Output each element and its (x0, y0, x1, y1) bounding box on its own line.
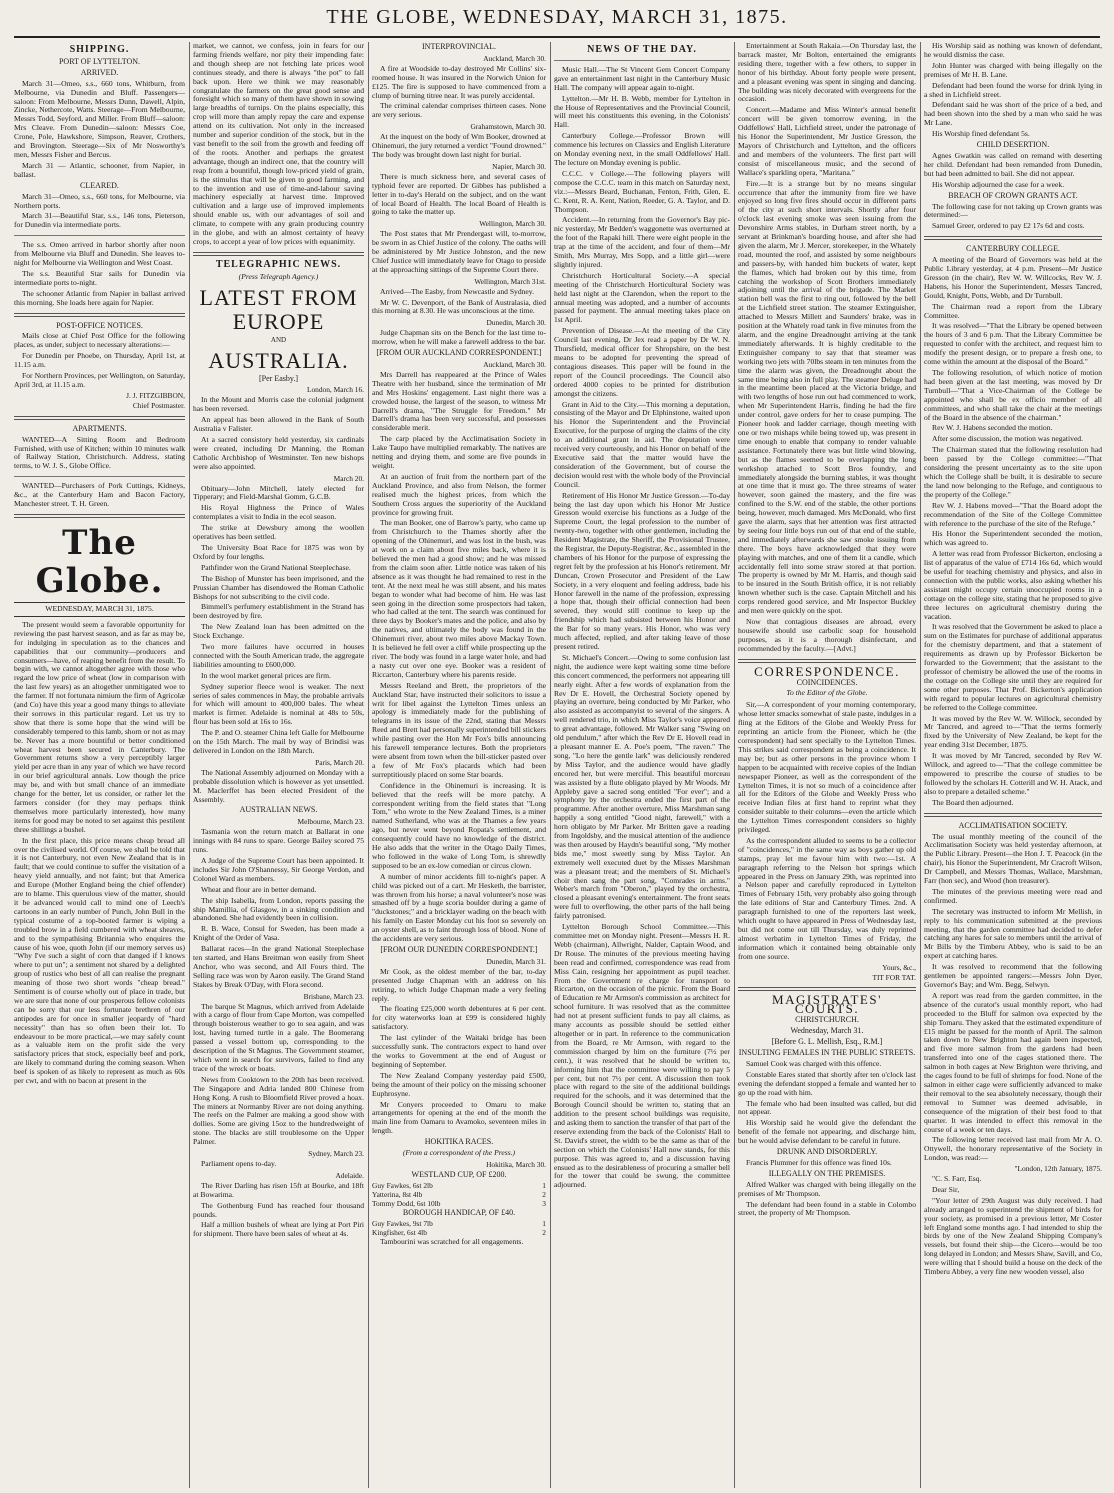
column-4 (554, 42, 730, 1488)
news-text: The ship Isabella, from London, reports passing the ship Mamillia, of Glasgow, in a sinking condition and abandoned. She had evidently been in collision. (193, 895, 364, 923)
news-text: Confidence in the Ohinemuri is increasing. It is believed that the reefs will be more patchy. A correspondent writing from the field states that "Long Tom," who wrote to the New Zealand Times, is a miner named Sutherland, who was at the Thames a few years ago, but never went beyond Ropata's settlement, and consequently could have no knowledge of the district. He also adds that the writer in the Otago Daily Times, who followed in the wake of Long Tom, is shrewdly supposed to be an ex-low comedian or circus clown. (372, 780, 546, 870)
report-text: The Chairman stated that the following resolution had been passed by the College committee:—"That considering the present uncertainty as to the site upon which the College shall be built, it is desirable to secure the land now belonging to the Refuge, and contiguous to the property of the College." (924, 445, 1102, 499)
horse-name: Guy Fawkes, 9st 7lb (372, 1219, 433, 1229)
news-text: The New Zealand Company yesterday paid £500, being the amount of their policy on the missing schooner Euphrosyne. (372, 1070, 546, 1098)
divider (924, 813, 1102, 817)
race-title: BOROUGH HANDICAP, OF £40. (402, 1208, 516, 1218)
report-text: A letter was read from Professor Bickerton, enclosing a list of apparatus of the value of £714 16s 6d, which would be useful for teaching chemistry and physics, and also in connection with the public works, also asking whether his assistant might occupy certain unoccupied rooms in a cottage on the college site, stating that he proposed to give three lectures on agricultural chemistry during the vacation. (924, 549, 1102, 621)
news-item: Canterbury College.—Professor Brown will commence his lectures on Classics and English Literature on Monday evening next, in the small Oddfellows' Hall. The lecture on Monday evening is public. (554, 131, 730, 167)
case-text: His Worship said he would give the defendant the benefit of the female not appearing, and discharge him, but he would advise defendant to be careful in future. (738, 1118, 916, 1146)
magistrates-before: [Before G. L. Mellish, Esq., R.M.] (771, 1037, 883, 1047)
letter-date: "London, 12th January, 1875. (1014, 1164, 1102, 1174)
shipping-heading: SHIPPING. (69, 44, 130, 55)
dateline: Sydney, March 23. (308, 1149, 364, 1159)
report-text: Rev W. J. Habens moved—"That the Board adopt the recommendation of the Site of the College Committee with reference to the purchase of the site of the Refuge." (924, 500, 1102, 528)
news-item: C.C.C. v College.—The following players will compose the C.C.C. team in this match on Saturday next, viz.:—Messrs Beard, Buchanan, Fenton, Frith, Glen, E. C. Kent, R. A. Kent, Nation, Reeder, G. A. Taylor, and D. Thompson. (554, 168, 730, 214)
news-item: Fire.—It is a strange but by no means singular occurrence that after the immunity from fire we have enjoyed so long five fires should occur in different parts of the city at such short intervals. Shortly after four o'clock last evening smoke was seen issuing from the Devonshire Arms stables, in Durham street north, by a servant at Brinkman's boarding house, and after she had given the alarm, Mr J. Mercer, storekeeper, in the Whately road, mounted the roof, and assisted by some neighbours and passers-by, with handed him buckets of water, kept the flames, which had broken out by this time, from catching the workshop of Scott Brothers immediately adjoining until the arrival of the brigade. The Market station bell was the first to ring out, followed by the bell at the Lichfield street station. The steamer Extinguisher, attached to Messrs Millett and Saunders' brake, was in position at the Whately road tank in five minutes from the alarm, and the engine Dreadnought arriving at the tank immediately afterwards. It is highly creditable to the Extinguisher company to say that that steamer was working two jets with 70lbs steam in ten minutes from the time the alarm was given, the Dreadnought about the same time being also in full play. The steamer Deluge had in the meantime been placed at the Victoria bridge, and with two lengths of hose run out had commenced to work, when Mr Superintendent Harris, finding he had the fire under control, gave orders for her to cease pumping. The Pioneer hook and ladder carriage, though meeting with one or two mishaps while being towed up, was present in time enough to enable that company to render valuable assistance. Fortunately there was but little wind blowing, but as the flames seemed to be overlapping the long workshop attached to Scott Bros foundry, and immediately alongside the burning stables, it was thought at one time that it must go. The three streams of water however, soon gained the mastery, and the fire was confined to the S.W. end of the stable, the other portions being, however, much damaged. Mrs McDonald, who first gave the alarm, says that her attention was first attracted by seeing four little boys run out of that end of the stable, and immediately afterwards she saw smoke issuing from there. The boys have acknowledged that they were playing with matches, and one of them lit a candle, which accidentally fell into some straw stored at that portion. The property is owned by Mr M. Harris, and though said to be insured in the South British office, it is not reliably known whether such is the case. Captain Mitchell and his corps rendered good service, and Mr Inspector Buckley and men were quickly on the spot. (738, 178, 916, 616)
news-text: Ballarat races—In the grand National Steeplechase ten started, and Hans Breitman won easily from Sheet Anchor, who was second, and All Fours third. The Selling race was won by Aaron easily. The Grand Stand Stakes by Break O'Day, with Flora second. (193, 944, 364, 989)
news-text: Mr Cook, as the oldest member of the bar, to-day presented Judge Chapman with an address on his retiring, to which Judge Chapman made a very feeling reply. (372, 966, 546, 1003)
report-text: A meeting of the Board of Governors was held at the Public Library yesterday, at 4 p.m. Present—Mr Justice Gresson (in the chair), Rev W. W. Willcocks, Rev W. J. Habens, his Honor the Superintendent, Messrs Tancred, Gould, Knight, Potts, Webb, and Dr Turnbull. (924, 255, 1102, 300)
cleared-text: March 31—Beautiful Star, s.s., 146 tons, Pieterson, for Dunedin via intermediate ports. (14, 211, 185, 230)
case-text: Agnes Gwatkin was called on remand with deserting her child. Defendant had been remanded from Dunedin, but had been admitted to bail. She did not appear. (924, 150, 1102, 178)
dateline: Paris, March 20. (315, 757, 364, 767)
shipping-note: The schooner Atlantic from Napier in ballast arrived this morning. She loads here again for Napier. (14, 288, 185, 307)
news-text: A number of minor accidents fill to-night's paper. A child was picked out of a cart. Mr Hesketh, the barrister, was thrown from his horse; a naval volunteer's nose was smashed off by a huge scoria boulder during a game of "duckstones;" and a bricklayer wading on the beach with his family on Easter Monday cut his foot so severely on an oyster shell, as to faint through loss of blood. None of the accidents are very serious. (372, 871, 546, 944)
case-text: His Worship said as nothing was known of defendant, he would dismiss the case. (924, 42, 1102, 59)
news-text: The River Darling has risen 15ft at Bourke, and 18ft at Bowarima. (193, 1180, 364, 1199)
column-6 (924, 42, 1102, 1488)
news-text: In the wool market general prices are firm. (201, 670, 331, 680)
correspondence-addressee: To the Editor of the Globe. (786, 688, 868, 698)
report-text: The usual monthly meeting of the council of the Acclimatisation Society was held yesterday afternoon, at the Public Library. Present—the Hon J. T. Peacock (in the chair), his Honor the Superintendent, Mr Cracroft Wilson, Dr Campbell, and Messrs Thomas, Wallace, Marshman, Farr (hon sec), and Wood (hon treasurer). (924, 831, 1102, 886)
divider (738, 659, 916, 663)
column-5 (738, 42, 916, 1488)
news-text: The criminal calendar comprises thirteen cases. None are very serious. (372, 101, 546, 120)
column-rule (368, 42, 369, 1488)
news-text: Mrs Darrell has reappeared at the Prince of Wales Theatre with her husband, since the termination of Mr and Mrs Hoskins' engagement. Last night there was a crowded house, the largest of the season, to witness Mr Darrell's drama, "The Struggle for Freedom." Mr Darrell's drama has been very successful, and possesses considerable merit. (372, 369, 546, 433)
divider (14, 416, 185, 420)
signature-title: Chief Postmaster. (132, 400, 185, 410)
horse-place: 2 (542, 1228, 546, 1238)
report-text: The Chairman read a report from the Library Committee. (924, 301, 1102, 320)
horse-place: 3 (542, 1198, 546, 1208)
signature: J. J. FITZGIBBON, (126, 390, 185, 400)
news-text: Mr Conyers proceeded to Omaru to make arrangements for opening at the end of the month the main line from Oamaru to Avamoko, seventeen miles in length. (372, 1099, 546, 1136)
news-text: Bimmell's perfumery establishment in the Strand has been destroyed by fire. (193, 602, 364, 621)
correspondent-label: [FROM OUR AUCKLAND CORRESPONDENT.] (376, 348, 542, 358)
news-item: St. Michael's Concert.—Owing to some confusion last night, the audience were kept waiting some time before this concert commenced, the performers not appearing till nearly eight. After a few words of explanation from the Rev Dr E. Hovell, the Orchestral Society opened by playing an overture, being conducted by Mr Parker, who also assisted as accompanyist to several of the singers. A well rendered trio, in which Miss Taylor's voice appeared to great advantage, followed. Mr Walker sang "Swing on old pendulum," after which the Rev Dr E. Hovell read in a pleasant manner E. A. Poe's poem, "The raven." The song, "Lo here the gentle lark" was deliciously rendered by Miss Taylor, and the audience would have gladly encored her, but were merciful. This beautiful morceau was assisted by a flute obligato played by Mr Woods. Mr Appleby gave a sacred song entitled "For ever"; and a symphony by the orchestra ended the first part of the programme. After another overture, Miss Marshman sang happily a song entitled "Good night, farewell," with a horn obligato by Mr Parker. Mr Britten gave a reading from Ingoldsby, and the musical attention of the audience was then aroused by Haydn's beautiful song, "My mother bids me," most sweetly sung by Miss Taylor. An extremely well executed duet by the Misses Marshman was a pleasant treat; and the members of St. Michael's choir then sang the part song, "Comrades in arms." Weber's march from "Oberon," played by the orchestra, closed a pleasant evening's entertainment. The front seats were full to overflowing, the other parts of the hall being fairly patronised. (554, 652, 730, 921)
news-text: At the inquest on the body of Wm Booker, drowned at Ohinemuri, the jury returned a verdict "Found drowned." The body was brought down last night for burial. (372, 132, 546, 159)
dateline: Auckland, March 30. (483, 53, 546, 63)
news-text: Parliament opens to-day. (201, 1158, 277, 1168)
horse-name: Guy Fawkes, 6st 2lb (372, 1180, 433, 1190)
arrived-text: March 31 — Atlantic, schooner, from Napier, in ballast. (14, 160, 185, 179)
news-text: News from Cooktown to the 20th has been received. The Singapore and Adria landed 800 Chinese from Hong Kong. A rush to Bloomfield River proved a hoax. The miners at Normanby River are not doing anything. The reefs on the Palmer are making a good show with dollies. Some are giving 15oz to the hundredweight of stone. The blacks are still troublesome on the Upper Palmer. (193, 1074, 364, 1147)
case-text: Defendant said he was short of the price of a bed, and had been shown into the shed by a man who said he was Mr Lane. (924, 100, 1102, 128)
post-office-text: Mails close at Chief Post Office for the following places, as under, subject to necessary alterations:— (14, 331, 185, 350)
post-office-heading: POST-OFFICE NOTICES. (56, 320, 143, 330)
news-text: His Royal Highness the Prince of Wales contemplates a visit to India in the ecol season. (193, 503, 364, 522)
news-item: Entertainment at South Rakaia.—On Thursday last, the barrack master, Mr Bolton, entertained the emigrants residing there, together with a few others, to supper in honor of his birthday. About forty people were present, and a pleasant evening was spent in singing and dancing. The building was nicely decorated with evergreens for the occasion. (738, 42, 916, 104)
news-text: There is much sickness here, and several cases of typhoid fever are reported. Dr Gibbes has published a letter in to-day's Herald on the subject, and on the want of local Board of Health. The local Board of Health is going to take the matter up. (372, 171, 546, 217)
acclimatisation-heading: ACCLIMATISATION SOCIETY. (958, 820, 1068, 830)
divider (14, 313, 185, 317)
news-item: Grant in Aid to the City.—This morning a deputation, consisting of the Mayor and Dr Elphinstone, waited upon his Honor the Superintendent and the Provincial Executive, for the purpose of urging the claims of the city to an additional grant in aid. The deputation were received very courteously, and his Honor on behalf of the Executive said that the matter would have the consideration of the Government, but of course the decision would rest with the whole body of the Provincial Council. (554, 399, 730, 489)
news-text: Obituary—John Mitchell, lately elected for Tipperary; and Field-Marshal Gomm, G.C.B. (193, 483, 364, 502)
news-text: The last cylinder of the Waitaki bridge has been successfully sunk. The contractors expect to hand over the works to Government at the end of August or beginning of September. (372, 1033, 546, 1069)
case-text: Alfred Walker was charged with being illegally on the premises of Mr Thompson. (738, 1179, 916, 1198)
latest-and: AND (270, 335, 287, 344)
press-agency: (Press Telegraph Agency.) (238, 271, 319, 281)
news-text: Pathfinder won the Grand National Steeplechase. (201, 562, 351, 572)
shipping-note: The s.s. Omeo arrived in harbor shortly after noon from Melbourne via Bluff and Dunedin. She leaves to-night for Melbourne via Wellington and West Coast. (14, 240, 185, 268)
news-item: Concert.—Madame and Miss Winter's annual benefit concert will be given tomorrow evening, in the Oddfellows' Hall, Lichfield street, under the patronage of his Honor the Superintendent, Mr Justice Gresson, the Mayors of Christchurch and Lyttelton, and the officers and and members of the volunteers. The first part will consist of miscellaneous music, and the second of Wallace's sparkling opera, "Maritana." (738, 105, 916, 177)
news-text: The carp placed by the Acclimatisation Society in Lake Taupo have multiplied remarkably. The natives are netting and drying them, and some are five pounds in weight. (372, 434, 546, 470)
australian-news-heading: AUSTRALIAN NEWS. (239, 805, 318, 815)
dateline: Napier, March 30. (492, 161, 546, 171)
news-text: Mr W. C. Devenport, of the Bank of Australasia, died this morning at 8.30. He was unconscious at the time. (372, 297, 546, 316)
report-text: Rev W. J. Habens seconded the motion. (932, 423, 1053, 433)
dateline: Wellington, March 30. (479, 219, 546, 229)
race-title: WESTLAND CUP, OF £200. (411, 1169, 507, 1179)
news-text: The Bishop of Munster has been imprisoned, and the Prussian Chamber has disendowed the Roman Catholic Bishops for not subscribing to the civil code. (193, 573, 364, 601)
report-text: A report was read from the garden committee, in the absence of the curator's usual monthly report, who had proceeded to the Bluff for salmon ova expected by the ship Tomaru. They asked that the estimated expenditure of £15 might be passed for the month of April. The salmon taken down to New Brighton had again been inspected, and five more salmon from the gardens had been transferred into one of the cages stationed there. The salmon in both cages at New Brighton were thriving, and the cages found to be full of shrimps for food. None of the salmon in either cage were sufficiently advanced to make their removal to the sea absolutely necessary, though their removal to Sumner was deemed advisable, in consequence of the migration of their best food to that quarter. It was intended to effect this removal in the course of a week or ten days. (924, 990, 1102, 1134)
dateline: Auckland, March 30. (483, 360, 546, 369)
letter-addressee: "C. S. Farr, Esq. (932, 1174, 982, 1184)
dateline: Hokitika, March 30. (486, 1159, 546, 1169)
divider (924, 236, 1102, 240)
news-item: Retirement of His Honor Mr Justice Gresson.—To-day being the last day upon which his Honor Mr Justice Gresson would exercise his functions as a Judge of the Supreme Court, the legal profession to the number of twenty-two, together with other gentlemen, including the Resident Magistrate, the Sheriff, the Provisional Trustee, the Registrar, the Deputy-Registrar, &c., assembled in the chambers of his Honor for the purpose of expressing the regret felt by the profession at his Honor's retirement. Mr Duncan, Crown Prosecutor and President of the Law Society, in a very eloquent and feeling address, bade his Honor farewell in the name of the profession, expressing a hope that, though their official connection had been severed, they would still continue to keep up the friendship which had subsisted between his Honor and the Bar for so many years. His Honor, who was very much affected, replied, and after taking leave of those present retired. (554, 490, 730, 651)
divider (193, 252, 364, 256)
news-text: The New Zealand loan has been admitted on the Stock Exchange. (193, 622, 364, 641)
hokitika-correspondent: (From a correspondent of the Press.) (402, 1148, 516, 1158)
news-text: The National Assembly adjourned on Monday with a probable dissolution which is however as yet unsettled. M. Maclerffet has been elected President of the Assembly. (193, 767, 364, 804)
news-text: Sydney superior fleece wool is weaker. The next series of sales commences in May, the probable arrivals for which will amount to 400,000 bales. The wheat market is firmer. Adelaide is nominal at 48s to 50s, flour has been sold at 16s to 16s. (193, 681, 364, 727)
news-text: Two more failures have occurred in houses connected with the South American trade, the aggregate liabilities amounting to £600,000. (193, 642, 364, 669)
telegraphic-heading: TELEGRAPHIC NEWS. (215, 258, 342, 270)
shipping-note: The s.s. Beautiful Star sails for Dunedin via intermediate ports to-night. (14, 268, 185, 287)
masthead-rule (14, 36, 1100, 38)
correspondent-label: [FROM OUR DUNEDIN CORRESPONDENT.] (380, 945, 538, 954)
news-item: Lyttelton Borough School Committee.—This committee met on Monday night. Present—Messrs H. R. Webb (chairman), Allwright, Nalder, Captain Wood, and Dr Rouse. The minutes of the previous meeting having been read and confirmed, correspondence was read from Miss Cain, resigning her appointment as pupil teacher. From the Government re charge for transport to Riccarton, on the occasion of the picnic. From the Board of Education re Mr Armson's commission as architect for school furniture. It was resolved that as the committee had not at present sufficient funds to pay all claims, as many accounts as possible should be settled either altogether or in part. In reference to the communication from the Board, re Mr Armson, with regard to the commission charged by him on the furniture (7½ per cent.), it was resolved that he should be written to, informing him that the committee were willing to pay 5 per cent, but not 7½ per cent. A discussion then took place with regard to the site of the additional buildings required for the schools, and it was determined that the Borough Council should be written to, stating that an addition to the present school buildings was requisite, and asking them to sanction the transfer of that part of the reserve extending from the back of the Colonists' Hall to St. David's street, the width to be the same as that of the section on which the Colonists' Hall now stands, for this purpose. This was agreed to, and a discussion having ensued as to the desirableness of procuring a smaller bell for the tower that could be swung, the committee adjourned. (554, 922, 730, 1190)
news-text: The man Booker, one of Barrow's party, who came up from Christchurch to the Thames shortly after the opening of the Ohinemuri, and was lost in the bush, was at work on a claim about five miles back, where it is believed the men had a good show; and he was missed from the claim soon after. Little notice was taken of his absence as it was thought he had remained to rest in the tent. At the next meal he was still absent, and his mates began to wonder what had become of him. He was last seen going in the direction some prospectors had taken, who had called at the tent. The search was continued for three days by Booker's mates and the police, and also by the natives, and ultimately the body was found in the Ohinemuri river, about two miles above Mackay Town. It is believed he fell over a cliff while prospecting up the river. The body was found in a large water hole, and had a nasty cut over one eye. Booker was a resident of Riccarton, Canterbury where his parents reside. (372, 518, 546, 679)
report-text: His Honor the Superintendent seconded the motion, which was agreed to. (924, 529, 1102, 548)
case-heading: INSULTING FEMALES IN THE PUBLIC STREETS. (738, 1047, 916, 1057)
news-text: The barque St Magnus, which arrived from Adelaide with a cargo of flour from Cape Morton, was compelled through boisterous weather to go to sea again, and was lost, having turned turtle in a gale. The Boomerang passed a vessel bottom up, corresponding to the description of the St Magnus. The Government steamer, which went in search for survivors, failed to find any trace of the wreck or boats. (193, 1001, 364, 1073)
port-heading: PORT OF LYTTELTON. (58, 56, 141, 66)
column-rule (734, 42, 735, 1488)
divider (554, 60, 730, 61)
case-text: Constable Eares stated that shortly after ten o'clock last evening the defendant stopped a female and wanted her to go up the road with him. (738, 1069, 916, 1097)
report-text: It was resolved—"That the Library be opened between the hours of 3 and 6 p.m. That the Library Committee be requested to confer with the architect, and request him to modify the present design, or to prepare a fresh one, to come within the amount at the disposal of the Board." (924, 321, 1102, 367)
post-office-text: For Dunedin per Phoebe, on Thursday, April 1st, at 11.15 a.m. (14, 351, 185, 370)
column-rule (550, 42, 551, 1488)
magistrates-date: Wednesday, March 31. (790, 1026, 864, 1036)
cleared-text: March 31—Omeo, s.s., 660 tons, for Melbourne, via Northern ports. (14, 191, 185, 210)
news-text: R. B. Wace, Consul for Sweden, has been made a Knight of the Order of Vasa. (193, 924, 364, 943)
case-text: Defendant had been found the worse for drink lying in a shed in Lichfield street. (924, 80, 1102, 99)
race-results (372, 1220, 546, 1238)
news-text: A fire at Woodside to-day destroyed Mr Collins' six-roomed house. It was insured in the Norwich Union for £125. The fire is supposed to have commenced from a clump of burning titree near. It was purely accidental. (372, 63, 546, 100)
advert-text: WANTED—Purchasers of Pork Cuttings, Kidneys, &c., at the Canterbury Ham and Bacon Factory, Manchester street. T. H. Green. (14, 481, 185, 509)
case-text: His Worship adjourned the case for a week. (932, 179, 1065, 189)
news-text: Messrs Reeland and Brett, the proprietors of the Auckland Star, have instructed their solicitors to issue a writ for libel against the Lyttelton Times unless an apology is immediately made for the publishing of telegrams in its issue of the 22nd, stating that Messrs Reed and Brett had personally superintended bill stickers while pasting over the Hon Mr Fox's bills announcing his farewell temperance lectures. Both the proprietors were absent from town when the bill-sticker pasted over a few of Mr Fox's placards which had been surreptitiously placed on some Star boards. (372, 680, 546, 779)
horse-place: 2 (542, 1189, 546, 1199)
post-office-text: For Northern Provinces, per Wellington, on Saturday, April 3rd, at 11.15 a.m. (14, 371, 185, 389)
news-text: Arrived—The Easby, from Newcastle and Sydney. (380, 286, 535, 296)
latest-heading-2: AUSTRALIA. (208, 347, 349, 373)
horse-name: Tommy Dodd, 6st 10lb (372, 1198, 441, 1208)
race-results (372, 1182, 546, 1209)
correspondence-heading: CORRESPONDENCE. (754, 663, 900, 679)
case-text: John Hunter was charged with being illegally on the premises of Mr H. B. Lane. (924, 60, 1102, 79)
horse-place: 1 (542, 1219, 546, 1229)
divider (14, 476, 185, 477)
correspondence-subheading: COINCIDENCES. (796, 677, 858, 687)
report-text: The following letter received last mail from Mr A. O. Ottywell, the honorary representative of the Society in London, was read:— (924, 1135, 1102, 1163)
dateline: Dunedin, March 31. (486, 956, 546, 966)
case-text: Samuel Greer, ordered to pay £2 17s 6d and costs. (932, 221, 1085, 231)
advert-text: Now that contagious diseases are abroad, every housewife should use carbolic soap for household purposes, as it is a thorough disinfectant, and recommended by the faculty.—[Advt.] (738, 617, 916, 653)
news-text: Tasmania won the return match at Ballarat in one innings with 84 runs to spare. George Bailey scored 75 runs. (193, 827, 364, 855)
report-text: The minutes of the previous meeting were read and confirmed. (924, 886, 1102, 905)
letter-text: As the correspondent alluded to seems to be a collector of "coincidences," in the same way as boys gather up old stamps, pray let me favour him with two:—1st. A paragraph referring to the Nelson hot springs which appeared in the Press on January 29th, was reprinted into a Nelson paper and carefully reproduced in Lyttelton Times of February 15th, very probably also going through the late editions of Star and Canterbury Times. 2nd. A paragraph furnished to one of the reporters last week, which ought to have appeared in Press of Wednesday last, but did not come out till Thursday, was duly reprinted almost verbatim in Lyttelton Times of Friday, the information which it contained being obtainable only from one source. (738, 835, 916, 961)
horse-name: Yatterina, 8st 4lb (372, 1189, 423, 1199)
news-text: The P. and O. steamer China left Galle for Melbourne on the 15th March. The mail by way of Brindisi was delivered in London on the 18th March. (193, 728, 364, 755)
globe-logo: The Globe. (35, 522, 164, 601)
arrived-label: ARRIVED. (80, 67, 119, 77)
arrived-text: March 31—Omeo, s.s., 660 tons, Whitburn, from Melbourne, via Dunedin and Bluff. Passengers—saloon: From Melbourne, Messrs Dunn, Dawell, Alpin, Zincke, Nethercote, Watts. Steerage—From Melbourne, Messrs Todd, Seyford, and Miller. From Bluff—saloon: Mrs Cleave. From Dunedin—saloon: Messrs Coe, Crone, Pole, Hawkshore, Simpson, Reaver, Crothers, and Brovington. Steerage—Six of Mr Nosworthy's men, Messrs Fisher and Bercus. (14, 78, 185, 159)
leader-paragraph: market, we cannot, we confess, join in fears for our farming friends welfare, nor pity their impending fate: and though sheep are not fetching late prices wool continues steady, and there is always "the pot" to fall back upon. Here we think we may reasonably congratulate the farmers on the great good sense and foresight which so many of them have shown in sowing large breadths of turnips. On the plains especially, this crop will more than amply repay the care and expense attend on its cultivation. Not only in the increased number and superior condition of the stock, but in the vast benefit to the soil from the growth and feeding off of the roots. Another and perhaps the greatest advantage, though an indirect one, that the country will reap from a bountiful, though low-priced yield of grain, is the stimulus that will be given to good farming, and to the invention and use of time-and-labour saving machinery especially at harvest time. Improved cultivation and a large use of improved implements should enable us, with our advantages of soil and climate, to compete with any grain producing country in the globe, and with an almost certainty of heavy crops, to accept a year of low prices with equanimity. (193, 42, 364, 246)
news-text: The floating £25,000 worth debentures at 6 per cent. for city waterworks loan at £99 is considered highly satisfactory. (372, 1004, 546, 1032)
report-text: It was moved by the Rev W. W. Willock, seconded by Mr Tancred, and agreed to—"That the terms formerly fixed by the University of New Zealand, be kept for the year ending 31st December, 1875. (924, 713, 1102, 750)
letter-closing: Yours, &c., (882, 962, 916, 972)
advert-text: WANTED—A Sitting Room and Bedroom Furnished, with use of Kitchen; within 10 minutes walk of Railway Station, Christchurch. Address, stating terms, to W. J. S., Globe Office. (14, 434, 185, 471)
dateline: March 20. (333, 473, 364, 483)
news-item: Music Hall.—The St Vincent Gem Concert Company gave an entertainment last night in the Canterbury Music Hall. The company will appear again to-night. (554, 64, 730, 92)
dateline: Grahamstown, March 30. (470, 122, 546, 132)
case-heading: ILLEGALLY ON THE PREMISES. (768, 1168, 886, 1178)
case-text: Samuel Cook was charged with this offence. (746, 1058, 882, 1068)
news-text: At a sacred consistory held yesterday, six cardinals were created, including Dr Manning, the Roman Catholic Archbishop of Westminster. Ten new bishops were also appointed. (193, 435, 364, 471)
news-text: The Post states that Mr Prendergast will, to-morrow, be sworn in as Chief Justice of the colony. The oaths will be administered by Mr Justice Johnston, and the new Chief Justice will immediately leave for Otago to preside at the approaching sittings of the Supreme Court there. (372, 229, 546, 274)
news-text: Wheat and flour are in better demand. (201, 884, 317, 894)
case-text: The defendant had been found in a stable in Colombo street, the property of Mr Thompson. (738, 1199, 916, 1218)
case-heading: CHILD DESERTION. (976, 140, 1050, 150)
news-text: The strike at Dewsbury among the woollen operatives has been settled. (193, 523, 364, 542)
news-text: Half a million bushels of wheat are lying at Port Piri for shipment. There have been sales of wheat at 4s. (193, 1220, 364, 1239)
news-item: Lyttelton.—Mr H. B. Webb, member for Lyttelton in the House of Representatives and the Provincial Council, will meet his constituents this evening, in the Colonists' Hall. (554, 93, 730, 130)
interprovincial-heading: INTERPROVINCIAL. (422, 42, 496, 51)
canterbury-college-heading: CANTERBURY COLLEGE. (966, 244, 1060, 254)
case-heading: DRUNK AND DISORDERLY. (776, 1147, 878, 1157)
news-item: Accident.—In returning from the Governor's Bay pic-nic yesterday, Mr Bedden's waggonette was overturned at the foot of the Rapaki hill. There were eight people in the trap at the time of the accident, and four of them—Mr Smith, Mrs Murray, Mrs Sopp, and a little girl—were slightly injured. (554, 215, 730, 269)
letter-salutation: Dear Sir, (932, 1184, 960, 1194)
report-text: The secretary was instructed to inform Mr Mellish, in reply to his communication submitted at the previous meeting, that the garden committee had decided to defer catching any hares for sale to members until the arrival of Mr Bills by the Timberu Abbey, who is said to be an expert at catching hares. (924, 906, 1102, 961)
case-heading: BREACH OF CROWN GRANTS ACT. (948, 190, 1078, 200)
dateline: Dunedin, March 30. (486, 318, 546, 328)
news-text: The University Boat Race for 1875 was won by Oxford by four lengths. (193, 542, 364, 561)
news-text: Judge Chapman sits on the Bench for the last time to-morrow, when he will make a farewell address to the bar. (372, 328, 546, 347)
latest-heading: LATEST FROM EUROPE (199, 284, 358, 334)
report-text: The Board then adjourned. (932, 797, 1014, 807)
column-rule (189, 42, 190, 1488)
horse-name: Kingfisher, 6st 4lb (372, 1228, 427, 1238)
column-rule (920, 42, 921, 1488)
news-text: An appeal has been allowed in the Bank of South Australia v Falister. (193, 415, 364, 434)
report-text: It was moved by Mr Tancred, seconded by Rev W. Willock, and agreed to—"That the college committee be empowered to prescribe the course of studies to be followed by the scholars H. Cotterill and W. H. Atack, and also to prepare a detailed scheme." (924, 751, 1102, 796)
news-text: The Gothenburg Fund has reached four thousand pounds. (193, 1200, 364, 1219)
report-text: It was resolved that the Government be asked to place a sum on the Estimates for purchase of additional apparatus for the chemistry department, and that a statement of requirements as drawn up by Professor Bickerton be forwarded to the Government; that the assistant to the professor of chemistry be allowed the use of the rooms in the cottage on the College site until they are required for some other purposes. That Prof. Bickerton's application with regard to popular lectures on agricultural chemistry be referred to the College committee. (924, 622, 1102, 712)
leader-paragraph: In the first place, this price means cheap bread all over the civilised world. Of course, we shall be told that it is not Canterbury, not even New Zealand that is in fault; that we could continue to suffer the visitation of a heavy yield annually, and not faint; but that America and Europe (Mother England being the chief offender) are to blame. This querulous view of the matter, should it be advanced would call to mind one of Leech's cartoons in an early number of Punch, John Bull in the typical costume of a top-booted farmer is wiping a troubled brow in a field cumbered with wheat sheaves, and to the sympathising Britannia who enquires the cause of his woe, quoth John (if our memory serves us) "Why I've such a sight of corn that danged if I knows where to put un"; a sentiment not shared by a delighted group of rustics who best of all can realise the pregnant meaning of those two short words "cheap bread." Sentiment is of course wholly out of place in trade, but we are sure that none of our prosperous fellow colonists can be sorry that our less fortunate brethren of our antipodes are for once in smaller jeopardy of "hard necessity" than has so often been their lot. To endeavour to be more practical,—we may safely count as a valuable item on the profit side the very satisfactory prices that stock, especially beef and pork, are likely to command during the coming season. When beef is spoken of as likely to represent as much as 60s per cwt, and with no bacon at present in the (14, 835, 185, 1086)
news-text: A Judge of the Supreme Court has been appointed. It includes Sir John O'Shannessy, Sir George Verdon, and Colonel Ward as members. (193, 855, 364, 883)
divider (14, 514, 185, 518)
cleared-label: CLEARED. (80, 180, 119, 190)
news-item: Christchurch Horticultural Society.—A special meeting of the Christchurch Horticultural Society was held last night at the Clarendon, when the report to the annual meeting was adopted, and a number of accounts passed for payment. The annual meeting takes place on 1st April. (554, 270, 730, 325)
date-band: WEDNESDAY, MARCH 31, 1875. (14, 602, 185, 617)
case-text: The following case for not taking up Crown grants was determined:— (924, 201, 1102, 220)
dateline: Adelaide. (335, 1170, 364, 1180)
case-text: Francis Plummer for this offence was fined 10s. (746, 1157, 892, 1167)
report-text: It was resolved to recommend that the following gentlemen be appointed rangers:—Messrs John Dyer, Governor's Bay; and Wm. Begg, Selwyn. (924, 962, 1102, 989)
dateline: London, March 16. (306, 385, 364, 395)
per-easby: [Per Easby.] (258, 373, 299, 383)
report-text: After some discussion, the motion was negatived. (932, 434, 1084, 444)
magistrates-heading: MAGISTRATES' COURTS. (772, 992, 882, 1017)
hokitika-heading: HOKITIKA RACES. (424, 1137, 494, 1147)
masthead: THE GLOBE, WEDNESDAY, MARCH 31, 1875. (326, 6, 788, 28)
divider (14, 235, 185, 236)
news-text: In the Mount and Morris case the colonial judgment has been reversed. (193, 395, 364, 414)
case-text: The female who had been insulted was called, but did not appear. (738, 1098, 916, 1117)
magistrates-place: CHRISTCHURCH. (795, 1015, 859, 1025)
letter-text: "Your letter of 29th August was duly received. I had already arranged to superintend the shipment of birds for your society, as promised in a previous letter, Mr Coster left England some months ago. I had intended to ship the birds by one of the New Zealand Shipping Company's vessels, but found their ship—the Cicero—would be too long delayed in London; and Messrs Shaw, Savill, and Co, were willing that I should build a house on the deck of the Timberu Abbey, a very fine new wooden vessel, also (924, 1195, 1102, 1277)
apartments-heading: APARTMENTS. (72, 423, 127, 433)
case-text: His Worship fined defendant 5s. (932, 129, 1030, 139)
dateline: Wellington, March 31st. (474, 276, 546, 286)
news-of-the-day-heading: NEWS OF THE DAY. (587, 44, 697, 55)
dateline: Melbourne, March 23. (297, 817, 364, 827)
report-text: The following resolution, of which notice of motion had been given at the last meeting, was moved by Dr Turnbull—"That a Vice-Chairman of the College be appointed who shall be ex officio member of all committees, and who shall take the chair at the meetings of the Board in the absence of the chairman." (924, 368, 1102, 422)
divider (738, 987, 916, 991)
letter-signature: TIT FOR TAT. (872, 972, 916, 982)
race-result-row (372, 1200, 546, 1209)
leader-paragraph: The present would seem a favorable opportunity for reviewing the past harvest season, and as far as may be, for indulging in speculation as to the chances and capabilities that our community—producers and consumers—have, of reaping benefit from the result. To begin with, we cannot altogether agree with those who regard the low price of wheat (low in comparison with the last few years) as an altogether unmitigated woe to the farmer. If not fortunata nimium the firm of Agricolæ (and Co) have this year a good many things to alleviate their sorrows in this particular regard. Let us try to show that there is some hope that the wind will be considerably tempered to this lamb, shorn or not as may be. Never has a more bountiful or better conditioned wheat harvest been secured in Canterbury. The Government returns show a very perceptibly larger yield per acre than in any year of which we have record in our brief agricultural annals. Low though the price may be, and with but small chance of an immediate change for the better, let us consider, or rather let the farmers consider (for they may perhaps think themselves more particularly interested), how many items for good may be noted to set against this pestilent three shillings a bushel. (14, 619, 185, 834)
column-3 (372, 42, 546, 1488)
news-text: At an auction of fruit from the northern part of the Auckland Province, and also from Nelson, the former realised much the highest prices, from which the Southern Cross argues the superiority of the Auckland province for growing fruit. (372, 471, 546, 517)
letter-text: Sir,—A correspondent of your morning contemporary, whose letter smacks somewhat of stale paste, indulges in a fling at the Editors of the Globe and Weekly Press for reprinting an article from the Pioneer, which he (the correspondent) had sent specially to the Lyttelton Times. This strikes said correspondent as being a coincidence. It may be; but as other persons in the province whom I happen to be acquainted with receive copies of the Indian newspaper Pioneer, as well as the correspondent of the Lyttelton Times, it is not so much of a coincidence after all for the Editors of the Globe and Weekly Press who receive Indian files at first hand to reprint what they consider suitable to their columns—even the article which the Lyttelton Times correspondent considers so highly privileged. (738, 700, 916, 835)
column-2 (193, 42, 364, 1488)
column-1 (14, 42, 185, 1488)
race-note: Tambourini was scratched for all engagements. (380, 1237, 524, 1247)
dateline: Brisbane, March 23. (303, 991, 364, 1001)
news-item: Prevention of Disease.—At the meeting of the City Council last evening, Dr Jex read a paper by Dr W. N. Thursfield, medical officer for Shropshire, on the best means to be adopted for preventing the spread of contagious diseases. This paper will be found in the report of the Council proceedings. The Council also ordered 4000 copies to be printed for distribution amongst the citizens. (554, 326, 730, 398)
horse-place: 1 (542, 1180, 546, 1190)
